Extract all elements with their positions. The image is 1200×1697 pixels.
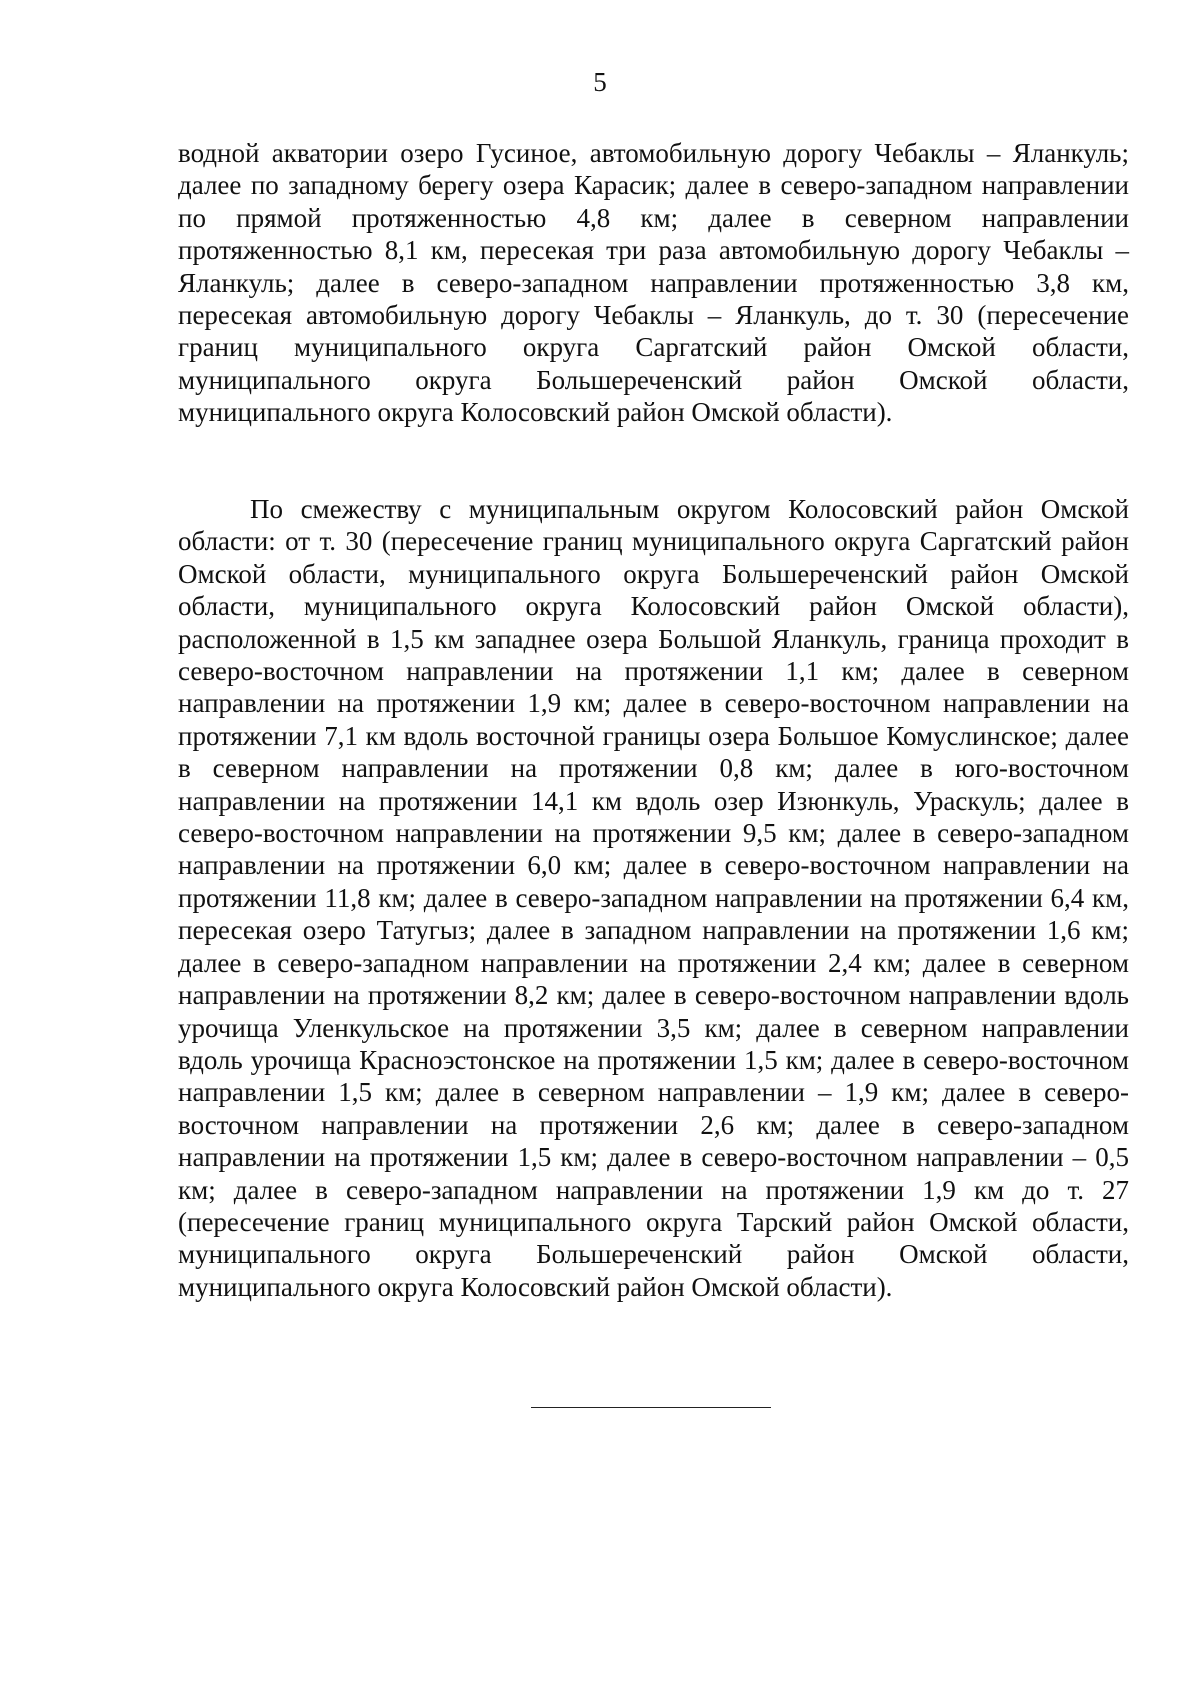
- end-of-text-rule: [531, 1407, 771, 1408]
- page-number: 5: [593, 67, 607, 97]
- paragraph-continued-boundary: водной акватории озеро Гусиное, автомобильную дорогу Чебаклы – Яланкуль; далее по западному берегу озера Карасик; далее в северо-западном направлении по прямой протяженностью 4,8 км; далее в северном направлении протяженностью 8,1 км, пересекая три раза автомобильную дорогу Чебаклы – Яланкуль; далее в северо-западном направлении протяженностью 3,8 км, пересекая автомобильную дорогу Чебаклы – Яланкуль, до т. 30 (пересечение границ муниципального округа Саргатский район Омской области, муниципального округа Большереченский район Омской области, муниципального округа Колосовский район Омской области).: [178, 138, 1129, 428]
- paragraph-kolosovsky-boundary: По смежеству с муниципальным округом Колосовский район Омской области: от т. 30 (пересечение границ муниципального округа Саргатский район Омской области, муниципального округа Большереченский район Омской области, муниципального округа Колосовский район Омской области), расположенной в 1,5 км западнее озера Большой Яланкуль, граница проходит в северо-восточном направлении на протяжении 1,1 км; далее в северном направлении на протяжении 1,9 км; далее в северо-восточном направлении на протяжении 7,1 км вдоль восточной границы озера Большое Комуслинское; далее в северном направлении на протяжении 0,8 км; далее в юго-восточном направлении на протяжении 14,1 км вдоль озер Изюнкуль, Ураскуль; далее в северо-восточном направлении на протяжении 9,5 км; далее в северо-западном направлении на протяжении 6,0 км; далее в северо-восточном направлении на протяжении 11,8 км; далее в северо-западном направлении на протяжении 6,4 км, пересекая озеро Татугыз; далее в западном направлении на протяжении 1,6 км; далее в северо-западном направлении на протяжении 2,4 км; далее в северном направлении на протяжении 8,2 км; далее в северо-восточном направлении вдоль урочища Уленкульское на протяжении 3,5 км; далее в северном направлении вдоль урочища Красноэстонское на протяжении 1,5 км; далее в северо-восточном направлении 1,5 км; далее в северном направлении – 1,9 км; далее в северо-восточном направлении на протяжении 2,6 км; далее в северо-западном направлении на протяжении 1,5 км; далее в северо-восточном направлении – 0,5 км; далее в северо-западном направлении на протяжении 1,9 км до т. 27 (пересечение границ муниципального округа Тарский район Омской области, муниципального округа Большереченский район Омской области, муниципального округа Колосовский район Омской области).: [178, 494, 1129, 1302]
